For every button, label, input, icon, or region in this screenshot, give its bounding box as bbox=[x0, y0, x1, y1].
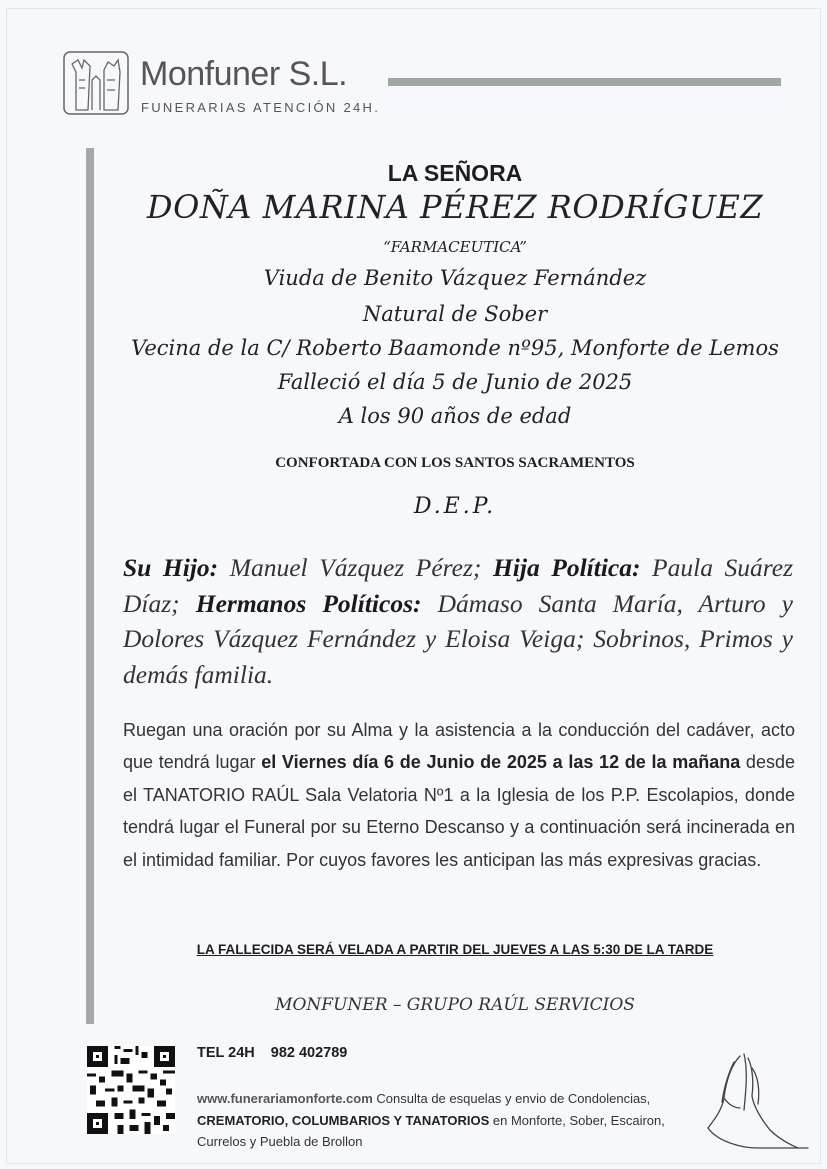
brand-subtitle: FUNERARIAS ATENCIÓN 24H. bbox=[141, 100, 381, 115]
tel-number: 982 402789 bbox=[270, 1045, 348, 1061]
side-rule bbox=[86, 148, 94, 1024]
ceremony-text bbox=[123, 714, 795, 876]
footer-text1: Consulta de esquelas y envio de Condolencias, bbox=[372, 1091, 651, 1106]
sacraments: CONFORTADA CON LOS SANTOS SACRAMENTOS bbox=[275, 455, 635, 471]
siblings-in-law-label: Hermanos Políticos: bbox=[195, 588, 422, 618]
footer-text2: en Monforte, Sober, Escairon, Currelos y Puebla de Brollon bbox=[197, 1112, 665, 1149]
qr-code bbox=[87, 1046, 175, 1134]
deceased-name: DOÑA MARINA PÉREZ RODRÍGUEZ bbox=[146, 188, 764, 226]
death-date: Falleció el día 5 de Junio de 2025 bbox=[277, 370, 633, 394]
son-label: Su Hijo: bbox=[123, 553, 219, 582]
footer-text bbox=[197, 1088, 697, 1153]
phone-line bbox=[197, 1045, 363, 1061]
ceremony-date: el Viernes día 6 de Junio de 2025 a las 12 de la mañana bbox=[261, 752, 741, 773]
praying-hands-icon bbox=[688, 1050, 812, 1156]
ceremony-part2: desde el TANATORIO RAÚL Sala Velatoria Nº1 a la Iglesia de los P.P. Escolapios, donde tendrá lugar el Funeral por su Eterno Descanso y a continuación será incinerada en el intimidad familiar. Por cuyos favores les anticipan las más expresivas gracias. bbox=[123, 752, 795, 870]
tower-logo-icon bbox=[62, 50, 130, 116]
daughter-in-law-label: Hija Política: bbox=[492, 553, 641, 582]
tel-label: TEL 24H bbox=[197, 1045, 255, 1061]
age: A los 90 años de edad bbox=[338, 404, 572, 428]
wake-notice: LA FALLECIDA SERÁ VELADA A PARTIR DEL JUEVES A LAS 5:30 DE LA TARDE bbox=[196, 942, 714, 957]
brand-name: Monfuner S.L. bbox=[140, 55, 348, 93]
origin: Natural de Sober bbox=[362, 302, 548, 326]
residence: Vecina de la C/ Roberto Baamonde nº95, Monforte de Lemos bbox=[131, 336, 779, 360]
profession: “FARMACEUTICA” bbox=[383, 238, 527, 256]
website-link[interactable]: www.funerariamonforte.com bbox=[197, 1091, 373, 1106]
siblings-in-law: Dámaso Santa María, Arturo y Dolores Vázquez Fernández y Eloisa Veiga; Sobrinos, Primos y demás familia. bbox=[123, 588, 794, 689]
ceremony-part1: Ruegan una oración por su Alma y la asistencia a la conducción del cadáver, acto que tendrá lugar bbox=[123, 720, 795, 773]
dep: D.E.P. bbox=[413, 494, 497, 519]
son: Manuel Vázquez Pérez; bbox=[218, 553, 493, 582]
footer-services: CREMATORIO, COLUMBARIOS Y TANATORIOS bbox=[197, 1112, 490, 1128]
family-list bbox=[123, 550, 793, 692]
daughter-in-law: Paula Suárez Díaz; bbox=[123, 553, 793, 618]
widow-of: Viuda de Benito Vázquez Fernández bbox=[263, 266, 647, 290]
header-rule bbox=[388, 78, 781, 86]
signature: MONFUNER – GRUPO RAÚL SERVICIOS bbox=[275, 995, 635, 1015]
notice-title: LA SEÑORA bbox=[387, 160, 523, 186]
